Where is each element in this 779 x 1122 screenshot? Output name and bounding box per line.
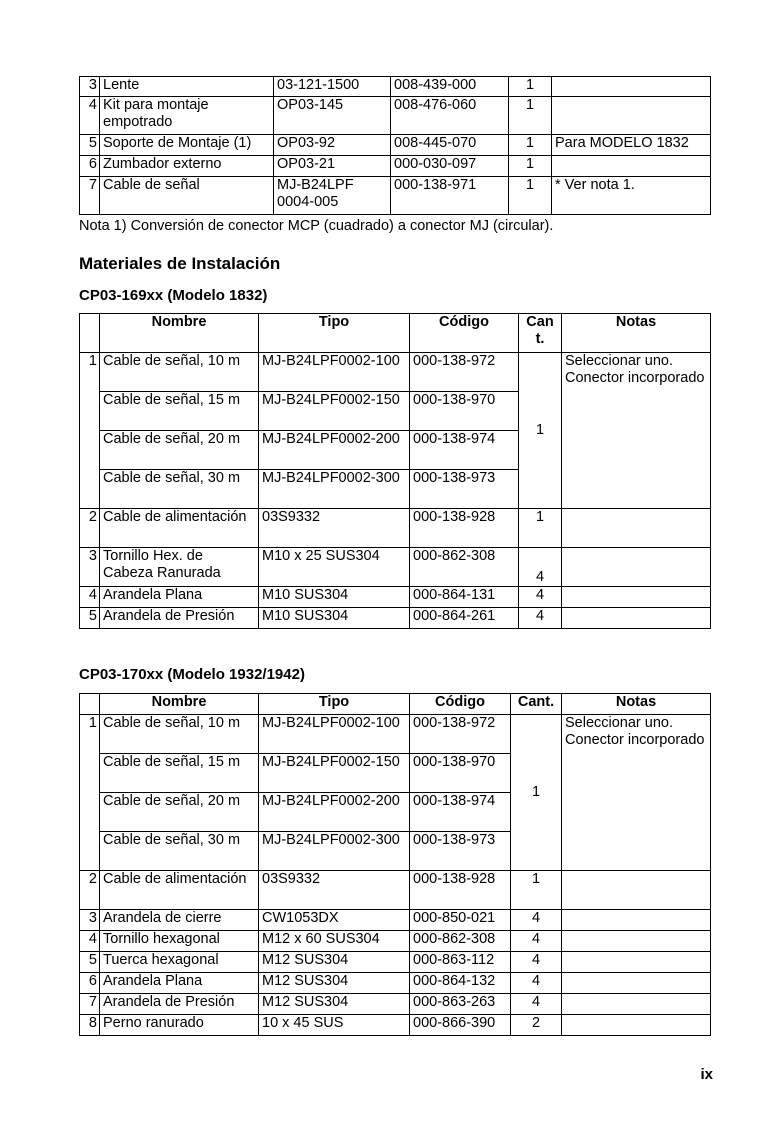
table-row xyxy=(80,931,711,952)
header-tipo: Tipo xyxy=(259,694,410,715)
item-name: Cable de señal, 10 m xyxy=(100,715,259,754)
table-row xyxy=(80,156,711,177)
item-type: MJ-B24LPF0002-150 xyxy=(259,392,410,431)
item-number: 8 xyxy=(80,1015,100,1036)
item-code: 000-862-308 xyxy=(410,548,519,587)
materials-table-1832 xyxy=(79,313,711,629)
item-type: CW1053DX xyxy=(259,910,410,931)
item-code: 000-138-972 xyxy=(410,715,511,754)
item-type: M12 SUS304 xyxy=(259,994,410,1015)
item-notes xyxy=(552,156,711,177)
header-nombre: Nombre xyxy=(100,314,259,353)
item-number: 4 xyxy=(80,97,100,135)
item-type: M10 SUS304 xyxy=(259,587,410,608)
item-notes xyxy=(562,910,711,931)
item-code: 008-445-070 xyxy=(391,135,509,156)
item-name: Perno ranurado xyxy=(100,1015,259,1036)
item-number: 6 xyxy=(80,156,100,177)
item-number: 4 xyxy=(80,931,100,952)
item-name: Cable de señal, 30 m xyxy=(100,470,259,509)
item-code: 000-138-974 xyxy=(410,793,511,832)
item-number: 2 xyxy=(80,871,100,910)
item-notes xyxy=(562,871,711,910)
item-name: Zumbador externo xyxy=(100,156,274,177)
item-notes xyxy=(562,952,711,973)
item-qty: 4 xyxy=(519,608,562,629)
item-type: M12 SUS304 xyxy=(259,952,410,973)
item-code: 000-138-970 xyxy=(410,392,519,431)
item-qty: 4 xyxy=(519,587,562,608)
item-name: Cable de señal, 15 m xyxy=(100,392,259,431)
item-name: Arandela Plana xyxy=(100,973,259,994)
item-code: 000-863-112 xyxy=(410,952,511,973)
item-notes xyxy=(562,608,711,629)
item-notes xyxy=(562,509,711,548)
item-notes: Para MODELO 1832 xyxy=(552,135,711,156)
item-type: M10 x 25 SUS304 xyxy=(259,548,410,587)
item-type: M12 SUS304 xyxy=(259,973,410,994)
item-qty: 1 xyxy=(511,715,562,871)
item-notes xyxy=(562,973,711,994)
item-notes xyxy=(552,77,711,97)
item-qty: 4 xyxy=(511,994,562,1015)
item-name: Arandela de Presión xyxy=(100,608,259,629)
item-number: 3 xyxy=(80,910,100,931)
item-type: MJ-B24LPF0002-200 xyxy=(259,793,410,832)
header-cant: Cant. xyxy=(511,694,562,715)
item-type: 03-121-1500 xyxy=(274,77,391,97)
table-row xyxy=(80,910,711,931)
item-code: 000-138-973 xyxy=(410,832,511,871)
table-row xyxy=(80,973,711,994)
item-name: Cable de señal, 20 m xyxy=(100,431,259,470)
item-code: 000-864-131 xyxy=(410,587,519,608)
header-notas: Notas xyxy=(562,314,711,353)
item-number: 3 xyxy=(80,77,100,97)
item-number: 4 xyxy=(80,587,100,608)
item-qty: 1 xyxy=(509,156,552,177)
table-row xyxy=(80,587,711,608)
item-code: 008-476-060 xyxy=(391,97,509,135)
item-code: 000-030-097 xyxy=(391,156,509,177)
item-code: 000-863-263 xyxy=(410,994,511,1015)
item-code: 000-138-928 xyxy=(410,871,511,910)
item-number: 5 xyxy=(80,135,100,156)
item-name: Tornillo hexagonal xyxy=(100,931,259,952)
item-code: 000-138-974 xyxy=(410,431,519,470)
item-number: 2 xyxy=(80,509,100,548)
item-notes: * Ver nota 1. xyxy=(552,177,711,215)
item-type: MJ-B24LPF 0004-005 xyxy=(274,177,391,215)
header-codigo: Código xyxy=(410,694,511,715)
header-tipo: Tipo xyxy=(259,314,410,353)
header-number xyxy=(80,314,100,353)
header-cant: Can t. xyxy=(519,314,562,353)
item-code: 000-864-261 xyxy=(410,608,519,629)
header-notas: Notas xyxy=(562,694,711,715)
item-type: MJ-B24LPF0002-100 xyxy=(259,715,410,754)
table-header-row xyxy=(80,314,711,353)
item-qty: 1 xyxy=(509,177,552,215)
materials-table-1932-1942 xyxy=(79,693,711,1036)
footnote: Nota 1) Conversión de conector MCP (cuadrado) a conector MJ (circular). xyxy=(79,218,554,234)
item-notes xyxy=(552,97,711,135)
item-name: Cable de alimentación xyxy=(100,509,259,548)
item-type: M12 x 60 SUS304 xyxy=(259,931,410,952)
item-notes xyxy=(562,931,711,952)
item-qty: 1 xyxy=(509,97,552,135)
item-type: MJ-B24LPF0002-150 xyxy=(259,754,410,793)
item-notes xyxy=(562,587,711,608)
item-qty: 4 xyxy=(511,910,562,931)
item-name: Cable de alimentación xyxy=(100,871,259,910)
table-header-row xyxy=(80,694,711,715)
item-number: 1 xyxy=(80,353,100,509)
item-name: Cable de señal, 30 m xyxy=(100,832,259,871)
table-row xyxy=(80,871,711,910)
item-code: 000-864-132 xyxy=(410,973,511,994)
item-type: 03S9332 xyxy=(259,871,410,910)
item-number: 7 xyxy=(80,994,100,1015)
item-code: 000-862-308 xyxy=(410,931,511,952)
table-b-title: CP03-170xx (Modelo 1932/1942) xyxy=(79,666,305,683)
item-number: 5 xyxy=(80,608,100,629)
header-number xyxy=(80,694,100,715)
item-code: 000-866-390 xyxy=(410,1015,511,1036)
item-name: Arandela Plana xyxy=(100,587,259,608)
item-qty: 1 xyxy=(509,135,552,156)
item-notes xyxy=(562,1015,711,1036)
table-row xyxy=(80,715,711,754)
item-name: Cable de señal, 10 m xyxy=(100,353,259,392)
item-qty: 2 xyxy=(511,1015,562,1036)
table-row xyxy=(80,177,711,215)
item-notes: Seleccionar uno. Conector incorporado xyxy=(562,353,711,509)
table-row xyxy=(80,994,711,1015)
item-qty: 1 xyxy=(519,509,562,548)
item-type: OP03-21 xyxy=(274,156,391,177)
item-type: OP03-145 xyxy=(274,97,391,135)
item-type: 03S9332 xyxy=(259,509,410,548)
item-type: MJ-B24LPF0002-300 xyxy=(259,832,410,871)
item-name: Arandela de cierre xyxy=(100,910,259,931)
item-code: 000-138-970 xyxy=(410,754,511,793)
header-nombre: Nombre xyxy=(100,694,259,715)
table-row xyxy=(80,608,711,629)
table-row xyxy=(80,135,711,156)
section-title: Materiales de Instalación xyxy=(79,254,281,273)
item-code: 000-138-973 xyxy=(410,470,519,509)
table-row xyxy=(80,353,711,392)
item-code: 000-850-021 xyxy=(410,910,511,931)
item-name: Soporte de Montaje (1) xyxy=(100,135,274,156)
table-row xyxy=(80,952,711,973)
item-qty: 1 xyxy=(511,871,562,910)
page-number: ix xyxy=(700,1066,713,1083)
item-qty: 4 xyxy=(511,952,562,973)
item-code: 000-138-971 xyxy=(391,177,509,215)
item-name: Cable de señal xyxy=(100,177,274,215)
item-code: 000-138-928 xyxy=(410,509,519,548)
parts-table-top xyxy=(79,76,711,215)
item-name: Cable de señal, 15 m xyxy=(100,754,259,793)
item-type: MJ-B24LPF0002-100 xyxy=(259,353,410,392)
item-number: 7 xyxy=(80,177,100,215)
item-type: MJ-B24LPF0002-300 xyxy=(259,470,410,509)
header-codigo: Código xyxy=(410,314,519,353)
item-qty: 4 xyxy=(511,973,562,994)
item-number: 1 xyxy=(80,715,100,871)
item-qty: 4 xyxy=(511,931,562,952)
table-a-title: CP03-169xx (Modelo 1832) xyxy=(79,287,268,304)
item-name: Lente xyxy=(100,77,274,97)
table-row xyxy=(80,548,711,587)
item-qty: 4 xyxy=(519,548,562,587)
table-row xyxy=(80,1015,711,1036)
table-row xyxy=(80,77,711,97)
item-name: Tornillo Hex. de Cabeza Ranurada xyxy=(100,548,259,587)
item-qty: 1 xyxy=(509,77,552,97)
item-number: 5 xyxy=(80,952,100,973)
item-code: 000-138-972 xyxy=(410,353,519,392)
item-type: 10 x 45 SUS xyxy=(259,1015,410,1036)
item-notes xyxy=(562,994,711,1015)
table-row xyxy=(80,509,711,548)
item-number: 6 xyxy=(80,973,100,994)
item-type: M10 SUS304 xyxy=(259,608,410,629)
item-name: Kit para montaje empotrado xyxy=(100,97,274,135)
item-name: Cable de señal, 20 m xyxy=(100,793,259,832)
item-notes: Seleccionar uno. Conector incorporado xyxy=(562,715,711,871)
item-qty: 1 xyxy=(519,353,562,509)
item-code: 008-439-000 xyxy=(391,77,509,97)
item-number: 3 xyxy=(80,548,100,587)
item-name: Tuerca hexagonal xyxy=(100,952,259,973)
item-name: Arandela de Presión xyxy=(100,994,259,1015)
item-notes xyxy=(562,548,711,587)
item-type: MJ-B24LPF0002-200 xyxy=(259,431,410,470)
table-row xyxy=(80,97,711,135)
item-type: OP03-92 xyxy=(274,135,391,156)
